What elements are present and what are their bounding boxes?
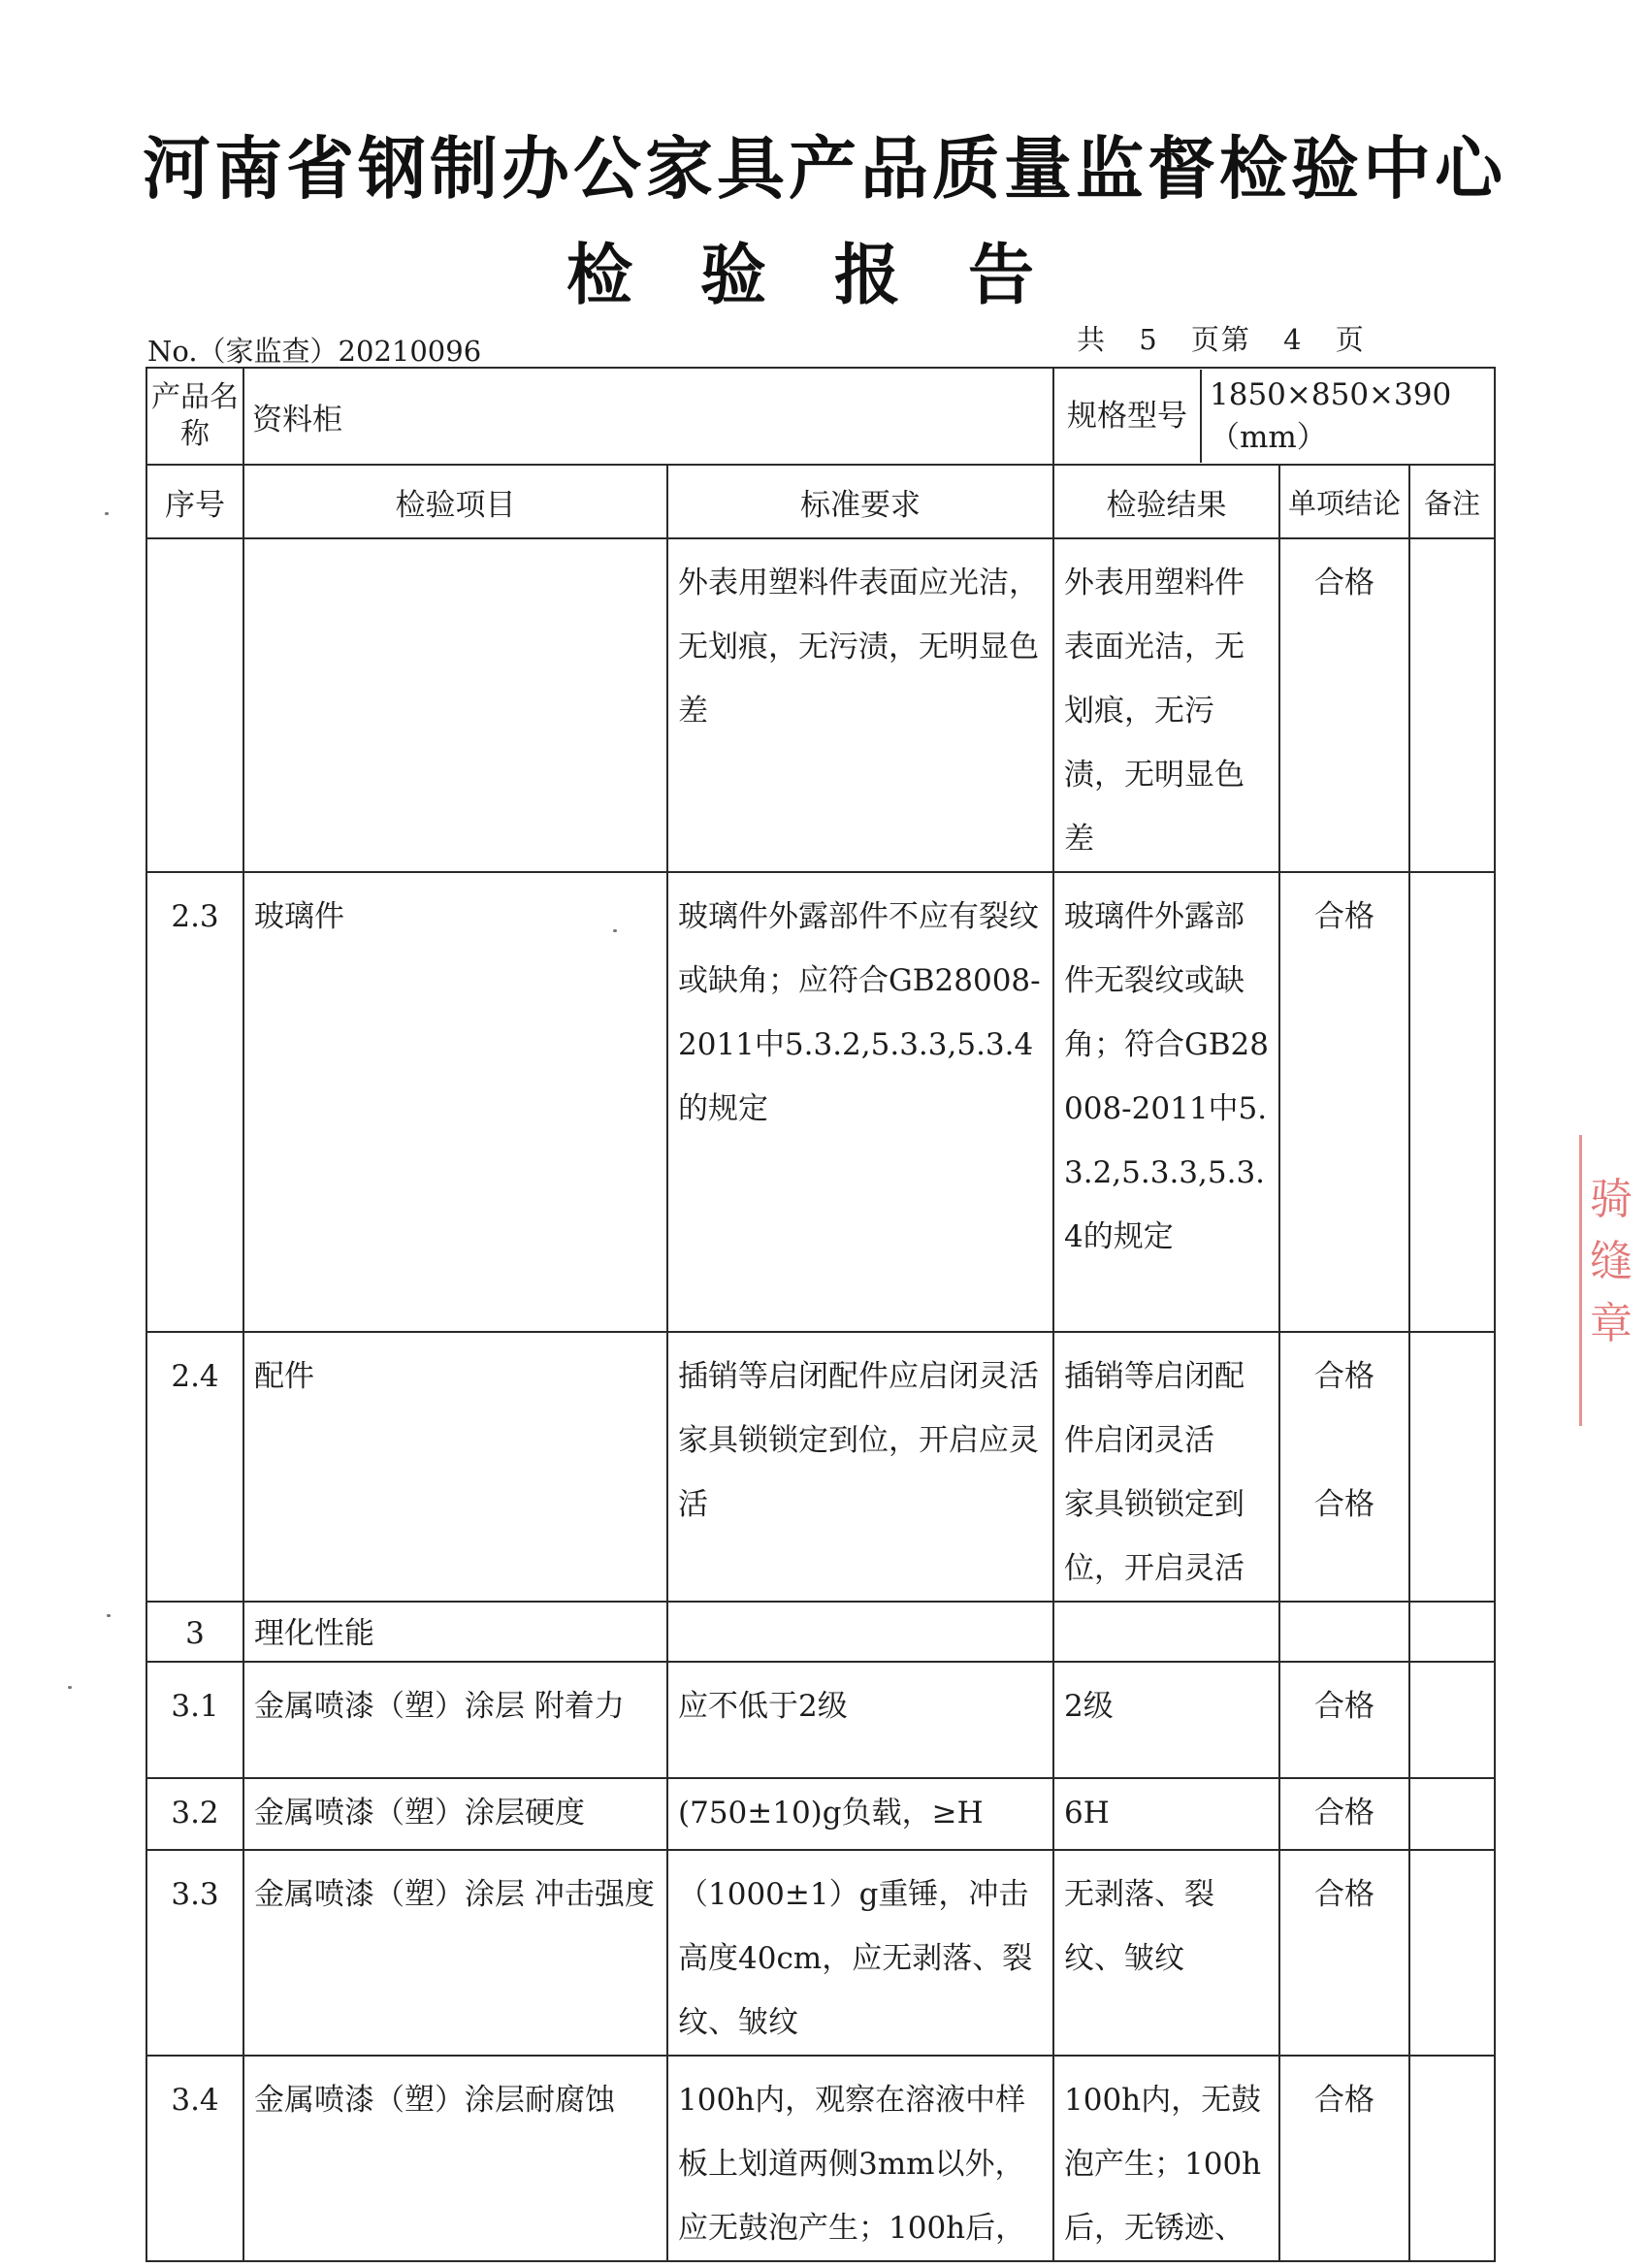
row-standard: (750±10)g负载，≥H bbox=[667, 1778, 1053, 1850]
table-row bbox=[146, 1602, 1495, 1662]
row-item: 金属喷漆（塑）涂层耐腐蚀 bbox=[243, 2056, 667, 2261]
row-result: 100h内，无鼓泡产生；100h后，无锈迹、 bbox=[1053, 2056, 1279, 2261]
row-remark bbox=[1409, 1662, 1495, 1778]
report-subtitle: 检验报告 bbox=[566, 238, 1102, 314]
row-item: 玻璃件 bbox=[243, 872, 667, 1332]
seal-text: 骑缝章 bbox=[1590, 1175, 1633, 1348]
row-result: 无剥落、裂纹、皱纹 bbox=[1053, 1850, 1279, 2056]
row-seq: 3.2 bbox=[146, 1778, 243, 1850]
column-header-row bbox=[146, 465, 1495, 538]
row-conclusion: 合格 bbox=[1279, 2056, 1409, 2261]
row-item bbox=[243, 538, 667, 872]
row-standard: 外表用塑料件表面应光洁，无划痕，无污渍，无明显色差 bbox=[667, 538, 1053, 872]
row-conclusion-1: 合格 bbox=[1314, 1359, 1374, 1394]
row-remark bbox=[1409, 1602, 1495, 1662]
row-result: 2级 bbox=[1053, 1662, 1279, 1778]
product-name-value bbox=[243, 368, 1053, 465]
row-conclusion: 合格 bbox=[1279, 872, 1409, 1332]
row-seq bbox=[146, 538, 243, 872]
scan-speck bbox=[105, 512, 109, 515]
row-result-line1: 插销等启闭配件启闭灵活 bbox=[1064, 1359, 1245, 1458]
col-header-item: 检验项目 bbox=[243, 465, 667, 538]
inspection-table-container bbox=[146, 367, 1494, 2246]
report-title: 河南省钢制办公家具产品质量监督检验中心 bbox=[143, 129, 1506, 209]
row-item: 理化性能 bbox=[243, 1602, 667, 1662]
row-conclusion bbox=[1279, 1332, 1409, 1602]
table-row bbox=[146, 2056, 1495, 2261]
col-header-seq: 序号 bbox=[146, 465, 243, 538]
report-number: No.（家监查）20210096 bbox=[147, 335, 482, 368]
row-remark bbox=[1409, 872, 1495, 1332]
table-row bbox=[146, 1850, 1495, 2056]
row-standard bbox=[667, 1332, 1053, 1602]
row-item: 金属喷漆（塑）涂层 附着力 bbox=[243, 1662, 667, 1778]
scan-speck bbox=[613, 929, 617, 932]
row-result: 外表用塑料件表面光洁，无划痕，无污渍，无明显色差 bbox=[1053, 538, 1279, 872]
scan-speck bbox=[107, 1614, 111, 1617]
row-standard: 玻璃件外露部件不应有裂纹或缺角；应符合GB28008-2011中5.3.2,5.3.3,5.3.4的规定 bbox=[667, 872, 1053, 1332]
row-result bbox=[1053, 1602, 1279, 1662]
row-item: 配件 bbox=[243, 1332, 667, 1602]
table-row bbox=[146, 872, 1495, 1332]
row-standard-line2: 家具锁锁定到位，开启应灵活 bbox=[678, 1423, 1039, 1522]
row-result: 6H bbox=[1053, 1778, 1279, 1850]
table-row bbox=[146, 1778, 1495, 1850]
col-header-conclusion: 单项结论 bbox=[1279, 465, 1409, 538]
row-result bbox=[1053, 1332, 1279, 1602]
row-conclusion bbox=[1279, 1602, 1409, 1662]
row-remark bbox=[1409, 1332, 1495, 1602]
row-remark bbox=[1409, 2056, 1495, 2261]
row-remark bbox=[1409, 1778, 1495, 1850]
row-standard-line1: 插销等启闭配件应启闭灵活 bbox=[678, 1359, 1039, 1394]
spec-value: 1850×850×390（mm） bbox=[1210, 376, 1452, 455]
table-row bbox=[146, 538, 1495, 872]
row-conclusion: 合格 bbox=[1279, 1662, 1409, 1778]
col-header-result: 检验结果 bbox=[1053, 465, 1279, 538]
table-row bbox=[146, 1662, 1495, 1778]
row-seq: 2.3 bbox=[146, 872, 243, 1332]
row-standard: 100h内，观察在溶液中样板上划道两侧3mm以外，应无鼓泡产生；100h后， bbox=[667, 2056, 1053, 2261]
product-info-row bbox=[146, 368, 1495, 465]
col-header-remark: 备注 bbox=[1409, 465, 1495, 538]
row-standard: （1000±1）g重锤，冲击高度40cm，应无剥落、裂纹、皱纹 bbox=[667, 1850, 1053, 2056]
row-seq: 3.3 bbox=[146, 1850, 243, 2056]
table-row bbox=[146, 1332, 1495, 1602]
row-item: 金属喷漆（塑）涂层硬度 bbox=[243, 1778, 667, 1850]
row-seq: 3.1 bbox=[146, 1662, 243, 1778]
page-info: 共 5 页第 4 页 bbox=[1077, 323, 1366, 356]
row-seq: 3 bbox=[146, 1602, 243, 1662]
row-result-line2: 家具锁锁定到位，开启灵活 bbox=[1064, 1487, 1245, 1586]
stamp-icon bbox=[1579, 1135, 1640, 1426]
row-seq: 3.4 bbox=[146, 2056, 243, 2261]
row-item: 金属喷漆（塑）涂层 冲击强度 bbox=[243, 1850, 667, 2056]
product-name-label: 产品名称 bbox=[146, 368, 243, 465]
row-conclusion: 合格 bbox=[1279, 1850, 1409, 2056]
row-seq: 2.4 bbox=[146, 1332, 243, 1602]
product-name-text: 资料柜 bbox=[252, 402, 342, 437]
row-standard: 应不低于2级 bbox=[667, 1662, 1053, 1778]
spec-label: 规格型号 bbox=[1054, 370, 1202, 463]
row-conclusion: 合格 bbox=[1279, 538, 1409, 872]
row-conclusion: 合格 bbox=[1279, 1778, 1409, 1850]
inspection-table bbox=[146, 367, 1496, 2262]
row-conclusion-2: 合格 bbox=[1314, 1487, 1374, 1522]
row-remark bbox=[1409, 538, 1495, 872]
row-result: 玻璃件外露部件无裂纹或缺角；符合GB28008-2011中5.3.2,5.3.3,5.3.4的规定 bbox=[1053, 872, 1279, 1332]
product-spec-cell bbox=[1053, 368, 1495, 465]
row-remark bbox=[1409, 1850, 1495, 2056]
scan-speck bbox=[68, 1686, 72, 1689]
row-standard bbox=[667, 1602, 1053, 1662]
col-header-standard: 标准要求 bbox=[667, 465, 1053, 538]
